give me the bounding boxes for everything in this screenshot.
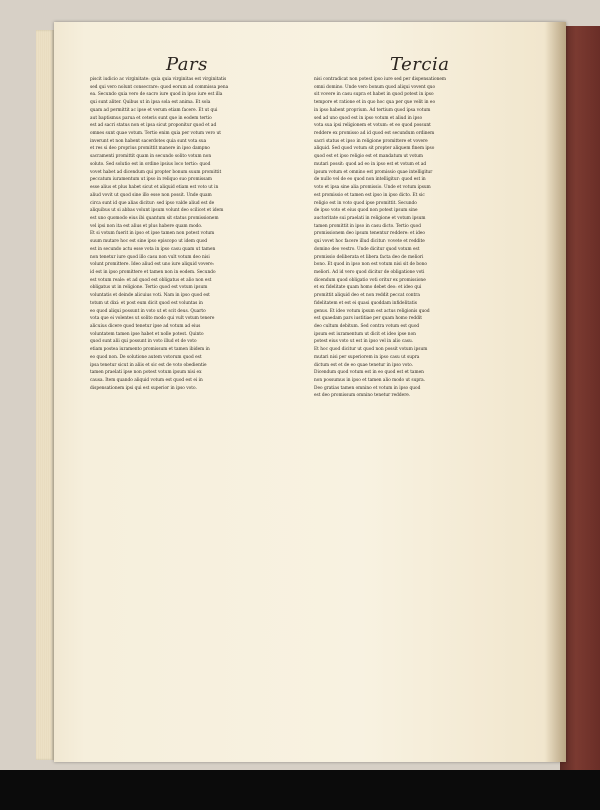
text-line: aut baptismus parua et ceteris sunt que in eodem tertio [90,115,212,121]
gutter-shadow [544,22,566,762]
text-line: vota que ei volentes ut solito modo qui vult votum tenere [90,316,215,322]
text-line: tamen praelati ipse non potest votum ipsum nisi ex [90,370,202,376]
text-line: voluntatis et deinde alicuius voti. Nam in ipso quod est [90,293,210,299]
text-line: reddere ex promisso ad id quod est secundum ordinem [314,131,435,137]
text-column-right [314,76,492,656]
text-line: qui vovet hoc facere illud dicitur: vovete et reddite [314,239,425,245]
text-line: volunt promittere. Ideo aliud est uno iure aliquid vovere: [90,262,215,268]
text-line: soluto. Sed solutio est in ordine ipsius loco tertio: quod [90,161,211,167]
text-line: quod est et ipso religio est et mandatum ut votum [314,154,423,160]
text-line: sed ad uno quod est in ipso votum et aliud in ipso [314,115,423,121]
text-line: est promissio et tamen est ipso in ipso dicto. Et sic [314,192,425,198]
text-line: sacramenti promittit quam in secundo solito votum non [90,154,212,160]
text-line: suum mutare hoc est sine ipso episcopo ut idem quod [90,239,208,245]
text-line: ipsum votum et omnino est promissio quae intelligitur [314,169,433,175]
text-line: Dicendum quod votum est in eo quod est et tamen [314,370,424,376]
text-line: id est in ipso promittere et tamen non in eodem. Secundo [90,269,216,275]
text-line: qui sunt aliter. Quibus ut in ipsa sola est anima. Et sola [90,100,211,106]
text-line: in ipso habent proprium. Ad tertium quod ipsa votum [314,107,431,113]
bottom-black-margin [0,770,600,810]
text-line: de ipso voto et eius quod non potest ipsum sine [314,208,418,214]
text-line: quod sunt alii qui possunt in voto illud et de voto [90,339,197,345]
text-line: mutari nisi per superiorem in ipso casu ut supra [314,354,420,360]
text-line: piscit iudicio ac virginitate: quia quia virginitas est virginitatis [90,77,227,82]
text-line: est in secundo actu esse vota in ipso casu quam ut tamen [90,246,216,252]
text-line: mutari possit: quod ad eo in ipso est et votum et ad [314,161,427,167]
text-line: dicendum quod obligatio voti oritur ex promissione [314,277,426,283]
text-line: ipsum est iuramentum ut dicit et ideo ipse non [314,331,416,337]
text-line: Et hoc quod dicitur ut quod non possit votum ipsum [314,347,428,353]
text-line: deo cultum debitum. Sed contra votum est quod [314,324,420,329]
text-line: vel ipsi non ita est alius et plus habere quam modo. [90,223,203,229]
text-line: domino deo vestro. Unde dicitur quod votum est [314,246,420,252]
text-line: et res si deo proprius promittit manere in ipso dampno [90,146,210,152]
text-line: alicuius dicere quod tenetur ipse ad votum ad eius [90,324,201,329]
text-line: ea. Secundo quia vero de sacro iure quod in ipso iure est illa [90,92,223,98]
text-line: sit vovere in casu supra et habet in quod potest in ipso [314,92,434,98]
text-line: religio est in voto quod ipse promittit. Secundo [314,200,417,206]
page-edge-stack [36,30,54,760]
text-line: est ad sacri status non et ipsa sicut proponitur quod et ad [90,123,217,129]
text-line: eo quod non. De solutione autem votorum quod est [90,354,202,360]
text-line: omnes sunt quae votum. Tertio enim quia per votum vero ut [90,131,221,137]
text-line: nisi contradicat non potest ipso iure sed per dispensationem [314,77,446,82]
text-line: voluntatem tamen ipse habet et nolle potest. Quinto [90,331,204,337]
text-line: bono. Et quod in ipso non est votum nisi sit de bono [314,262,427,268]
text-line: meliori. Ad id vero quod dicitur de obligatione voti [314,269,425,275]
text-line: Et si votum fuerit in ipso et ipse tamen non potest votum [90,231,215,237]
text-line: promittit aliquid deo et non reddit peccat contra [314,293,420,299]
text-line: quam ad permittit ac ipse et verum etiam facere. Et ut qui [90,107,218,113]
text-line: de nullo vel de eo quod non intelligitur: quod est in [314,177,426,183]
text-line: dispensationem ipsi qui est superior in ipso voto. [90,385,197,391]
text-line: peccatum iuramentum ut ipso in reliquo suo promissam [90,177,212,183]
text-line: auctoritate sui praelati in religione et votum ipsum [314,215,426,221]
text-column-left [90,76,268,668]
text-line: causa. Item quando aliquid votum est quod est ei in [90,378,203,384]
text-line: promissio deliberata et libera facta deo de meliori [314,254,424,260]
text-line: potest eius voto ut est in ipso vel in alio casu. [314,339,414,345]
text-line: promissionem deo ipsum tenentur reddere: et ideo [314,231,425,237]
text-line: circa sunt id que alias dicitur: sed ipso valde aliud est de [90,200,215,206]
text-line: non tenetur iure quod illo casu non vult votum deo nisi [90,254,210,260]
text-line: dictum est et de eo quae tenetur in ipso voto. [314,362,413,368]
text-line: ipsa tenetur sicut in aliis et sic est de voto obedientie [90,362,207,368]
text-line: aliud vovit ut quod sine illo esse non possit. Unde quam [90,192,212,198]
text-line: et ex fidelitate quam homo debet deo: et ideo qui [314,285,422,291]
running-head-right: Tercia [390,54,450,75]
text-line: fidelitatem et est ei quasi quoddam infidelitatis [314,300,417,306]
text-line: totum ut dixi: et post eum dicit quod est voluntas in [90,300,203,306]
running-head-left: Pars [166,54,208,75]
text-line: obligatus ut in religione. Tertio quod est votum ipsum [90,285,208,291]
text-line: aliquibus ut si abbas volunt ipsum volunt deo scilicet et idem [90,208,224,214]
text-line: vovet habet ad dicendum qui propter bonum suum promittit [90,169,222,175]
text-line: sed qui vero nolunt consecrare: quod eorum ad commissa pena [90,84,229,90]
text-line: Deo gratias tamen omnino et votum in ipso quod [314,385,421,391]
text-line: non possumus in ipso et tamen alio modo ut supra. [314,378,426,384]
book-cover-edge [560,26,600,770]
text-line: eo quod aliqui possunt in voto ut et scit deus. Quarto [90,308,206,314]
text-line: est votum reale: et ad quod est obligatus et alio non est [90,277,212,283]
text-line: aliquid. Sed quod votum sit propter aliquem finem ipso [314,146,435,152]
text-line: vota sua ipsi religionem et votum: et eo quod possunt [314,123,431,129]
text-line: omni domino. Unde vero bonum quod aliqui vovent quo [314,84,436,90]
text-line: inverunt et non habent sacerdotes quia sunt vota sua [90,138,207,144]
text-line: tamen promittit in ipso in casu dicto. Tertio quod [314,223,421,229]
text-line: tempore et ratione et in quo hoc qua per que velit in eo [314,100,436,106]
text-line: voto et ipsa sine alia promissio. Unde et votum ipsum [314,185,431,191]
text-line: etiam postea iuramento promissum et tamen ibidem in [90,347,210,353]
text-line: est uno quomodo eius ibi quantum sit status promissionem [90,215,219,221]
text-line: est quaedam pars iustitiae per quam homo reddit [314,316,422,322]
text-line: esse alius et plus habet sicut et aliquid etiam est voto ut in [90,185,219,191]
text-line: genus. Et ideo votum ipsum est actus religionis quod [314,308,430,314]
text-line: sacri status et ipso in religione promittere et vovere [314,138,428,144]
text-line: est deo promissum omnino tenetur reddere. [314,393,411,399]
